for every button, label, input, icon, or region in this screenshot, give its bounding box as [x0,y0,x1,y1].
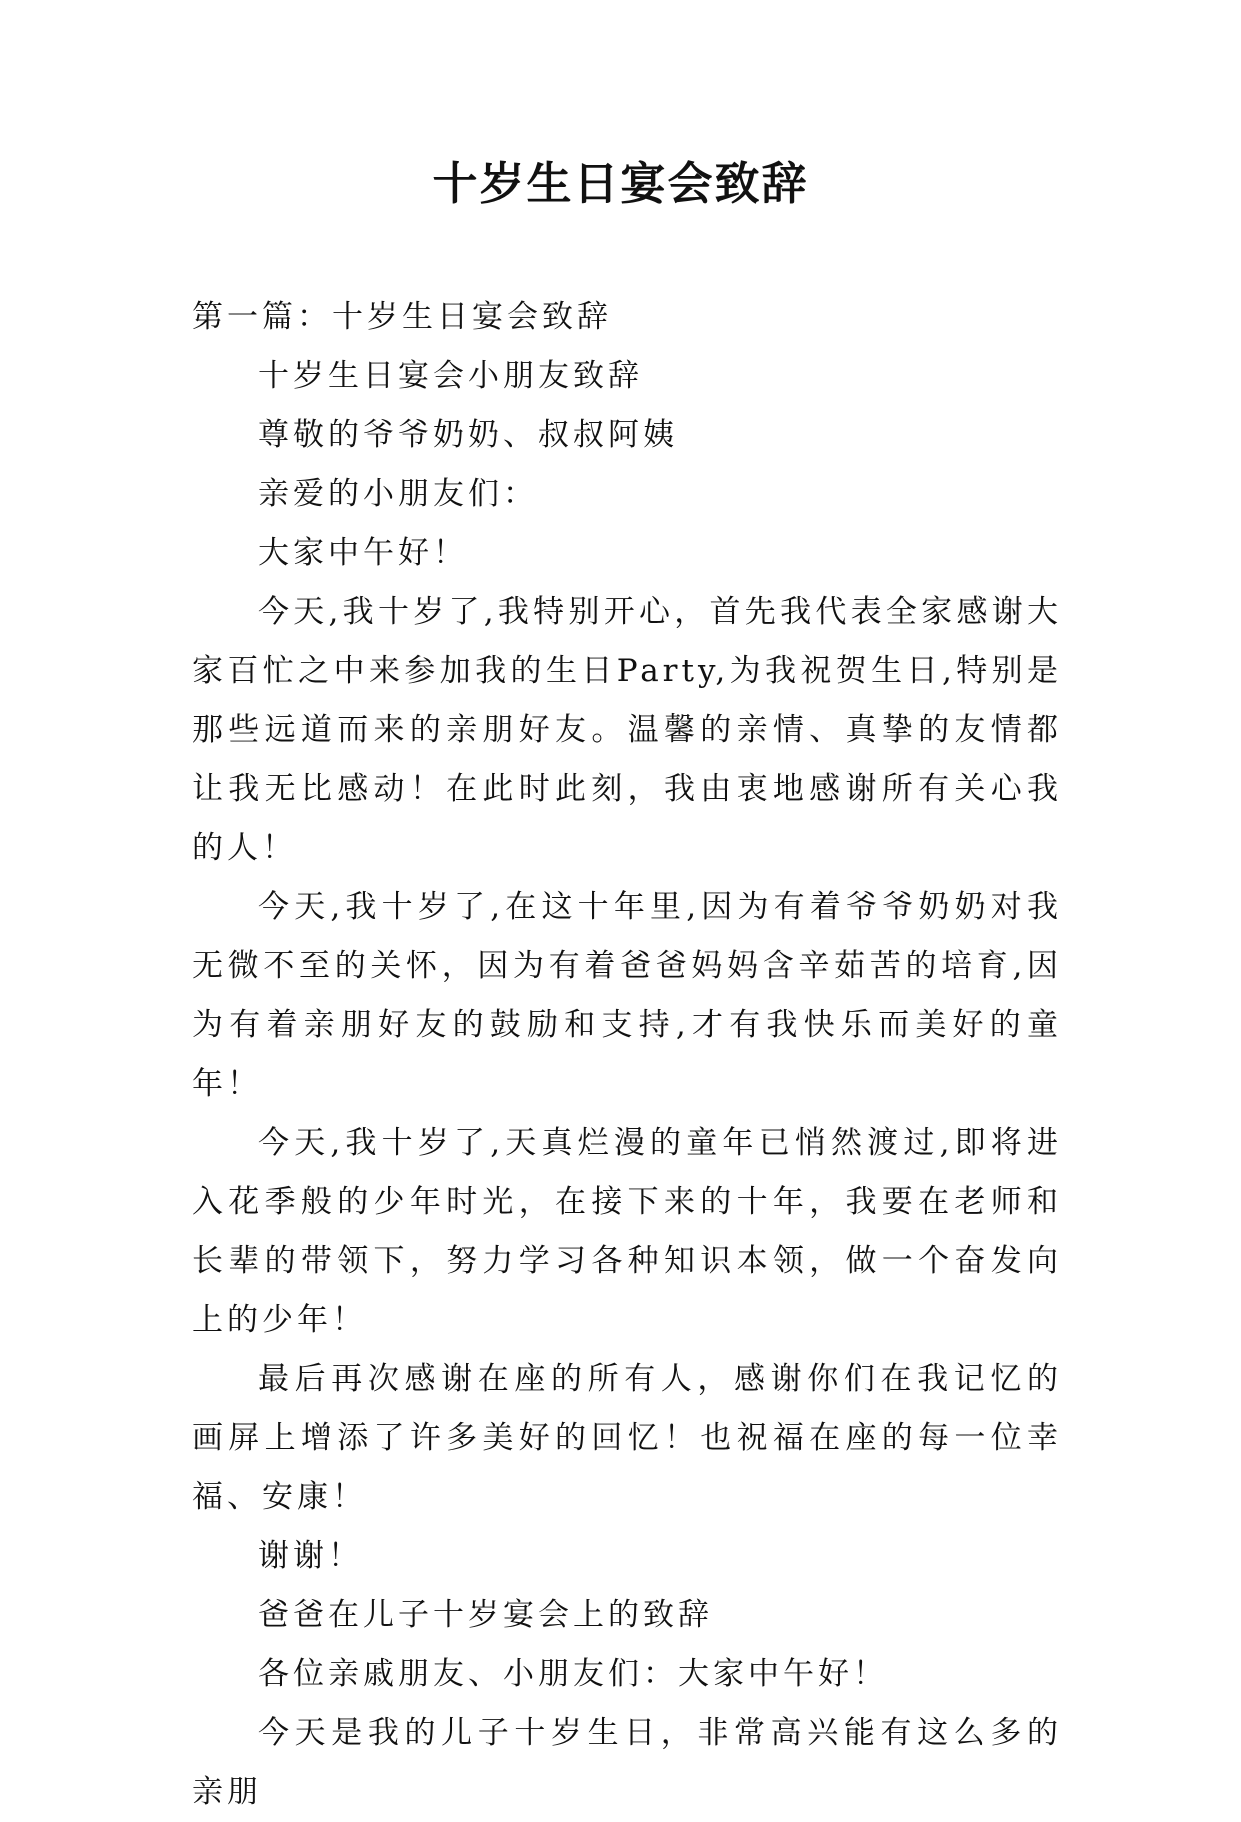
body-paragraph: 今天,我十岁了,在这十年里,因为有着爷爷奶奶对我无微不至的关怀，因为有着爸爸妈妈含辛茹苦的培育,因为有着亲朋好友的鼓励和支持,才有我快乐而美好的童年！ [192,889,1062,1102]
salutation-elders: 尊敬的爷爷奶奶、叔叔阿姨 [258,417,678,453]
body-paragraph: 最后再次感谢在座的所有人，感谢你们在我记忆的画屏上增添了许多美好的回忆！也祝福在座的每一位幸福、安康！ [192,1361,1062,1515]
document-body [192,288,1062,1822]
speech-title: 十岁生日宴会小朋友致辞 [258,358,643,394]
section-heading: 第一篇：十岁生日宴会致辞 [192,299,612,335]
body-paragraph: 今天,我十岁了,我特别开心，首先我代表全家感谢大家百忙之中来参加我的生日Party,为我祝贺生日,特别是那些远道而来的亲朋好友。温馨的亲情、真挚的友情都让我无比感动！在此时此刻，我由衷地感谢所有关心我的人！ [192,594,1062,866]
salutation: 各位亲戚朋友、小朋友们：大家中午好！ [258,1656,888,1692]
salutation-children: 亲爱的小朋友们： [258,476,538,512]
speech-title: 爸爸在儿子十岁宴会上的致辞 [258,1597,713,1633]
document-title: 十岁生日宴会致辞 [432,157,809,210]
body-paragraph: 今天,我十岁了,天真烂漫的童年已悄然渡过,即将进入花季般的少年时光，在接下来的十年，我要在老师和长辈的带领下，努力学习各种知识本领，做一个奋发向上的少年！ [192,1125,1062,1338]
greeting: 大家中午好！ [258,535,468,571]
closing-thanks: 谢谢！ [258,1538,363,1574]
body-paragraph: 今天是我的儿子十岁生日，非常高兴能有这么多的亲朋 [192,1715,1062,1810]
